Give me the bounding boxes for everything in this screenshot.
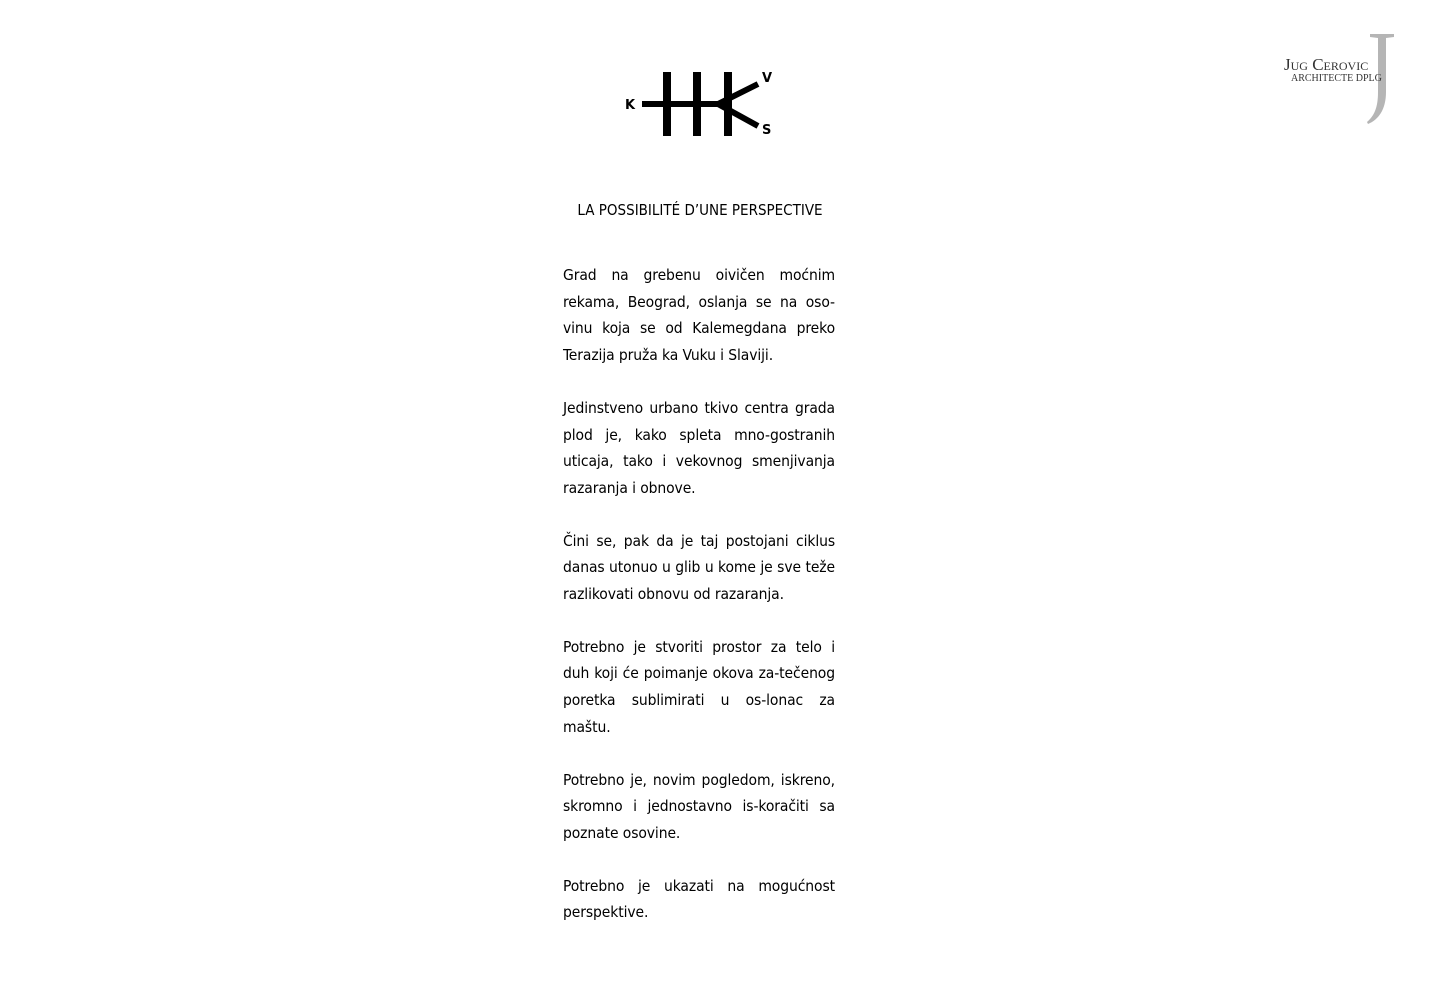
page-title: LA POSSIBILITÉ D’UNE PERSPECTIVE: [577, 201, 823, 219]
logo-letter-s: S: [762, 123, 772, 138]
logo-letter-k: K: [625, 98, 636, 113]
logo-letter-v: V: [762, 71, 773, 86]
architect-name: Jug Cerovic: [1284, 55, 1369, 74]
paragraph: Čini se, pak da je taj postojani ciklus danas utonuo u glib u kome je sve teže razlikovati obnovu od razaranja.: [563, 531, 835, 604]
paragraph: Potrebno je stvoriti prostor za telo i duh koji će poimanje okova za-tečenog poretka sublimirati u os-lonac za maštu.: [563, 637, 835, 736]
architect-subtitle: ARCHITECTE DPLG: [1291, 73, 1382, 84]
architect-logo: [1270, 30, 1400, 130]
body-text: [563, 262, 835, 952]
paragraph: Jedinstveno urbano tkivo centra grada plod je, kako spleta mno-gostranih uticaja, tako i vekovnog smenjivanja razaranja i obnove.: [563, 398, 835, 497]
paragraph: Grad na grebenu oivičen moćnim rekama, Beograd, oslanja se na oso-vinu koja se od Kalemegdana preko Terazija pruža ka Vuku i Slaviji.: [563, 266, 835, 365]
paragraph: Potrebno je, novim pogledom, iskreno, skromno i jednostavno is-koračiti sa poznate osovine.: [563, 770, 835, 842]
paragraph: Potrebno je ukazati na mogućnost perspektive.: [563, 876, 835, 922]
kvs-axis-logo-icon: [620, 64, 780, 144]
